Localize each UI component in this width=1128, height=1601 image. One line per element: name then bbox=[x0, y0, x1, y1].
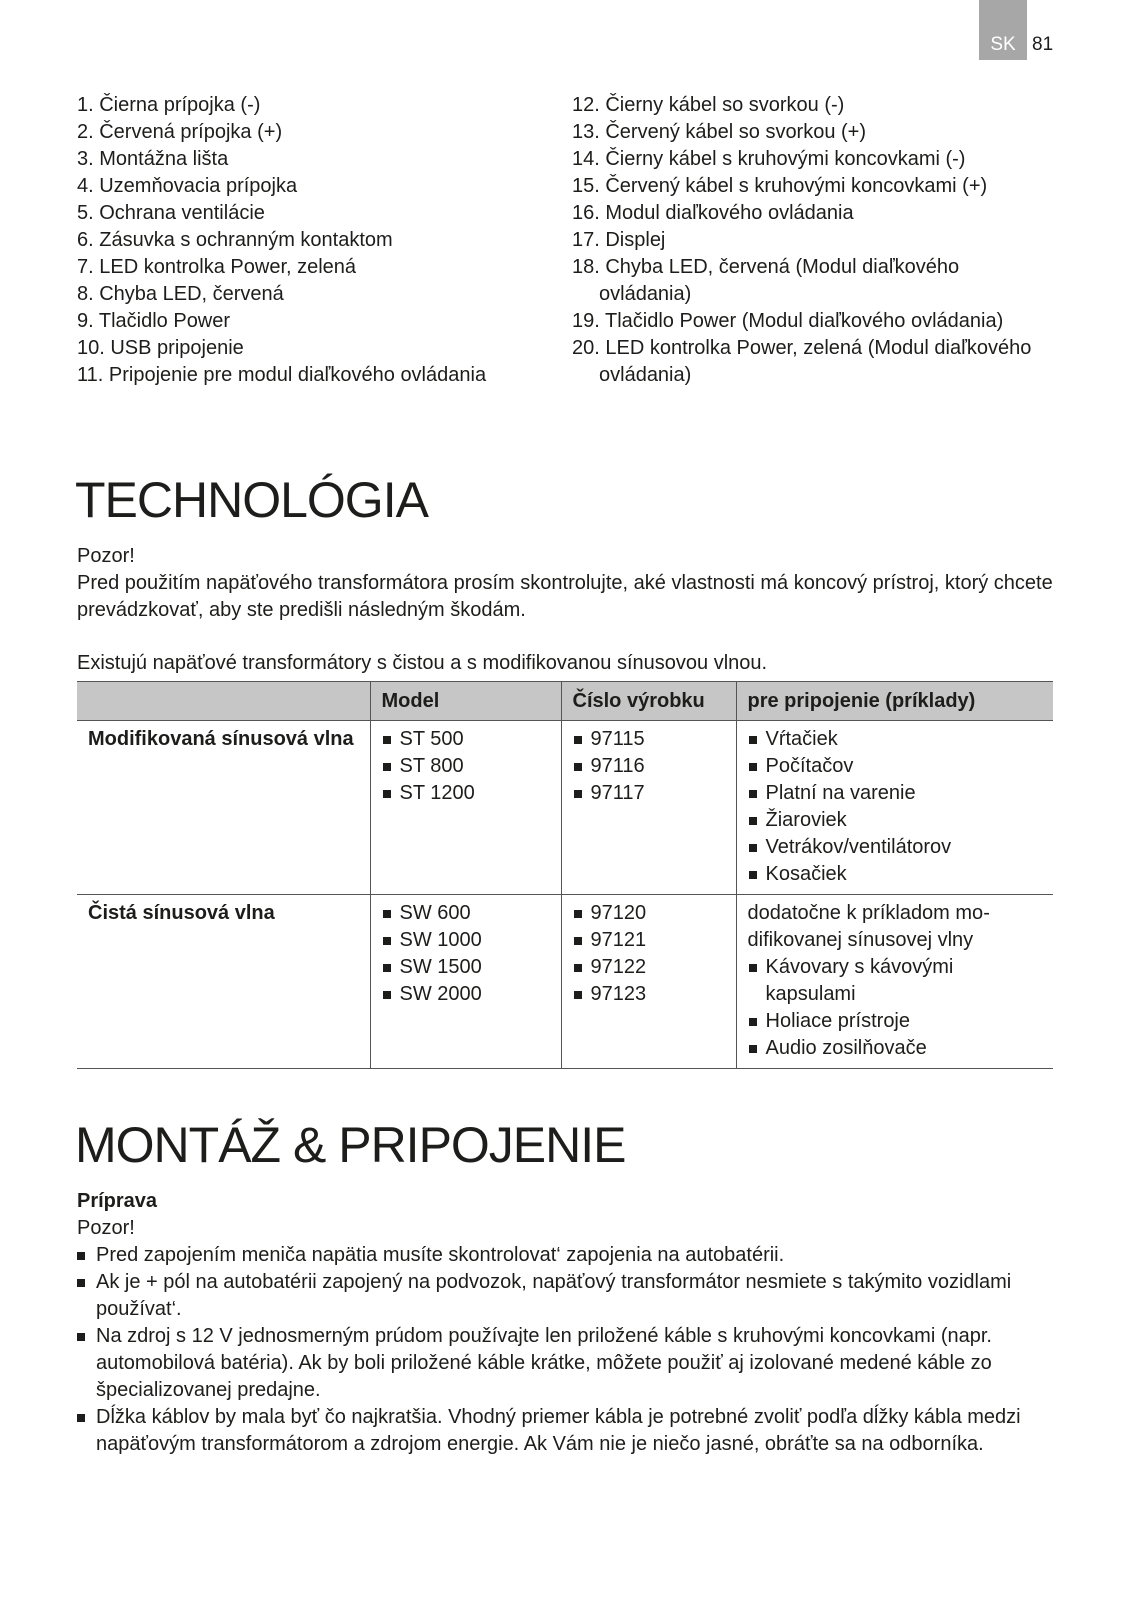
column-header: Model bbox=[370, 682, 561, 721]
table-row bbox=[77, 895, 1053, 1069]
list-item: Žiaroviek bbox=[748, 807, 1044, 834]
uses-note: dodatočne k príkladom modifikovanej sínusovej vlny bbox=[747, 902, 990, 951]
list-item: ST 1200 bbox=[382, 780, 551, 807]
uses-cell bbox=[736, 721, 1053, 895]
list-item: 10. USB pripojenie bbox=[77, 337, 244, 359]
parts-list-left bbox=[77, 92, 537, 389]
list-item: 97120 bbox=[573, 900, 726, 927]
list-item: 1. Čierna prípojka (-) bbox=[77, 94, 261, 116]
list-item: 9. Tlačidlo Power bbox=[77, 310, 231, 332]
list-item: 15. Červený kábel s kruhovými koncovkami (+) bbox=[572, 175, 988, 197]
list-item: 4. Uzemňovacia prípojka bbox=[77, 175, 298, 197]
list-item: Vetrákov/ventilátorov bbox=[748, 834, 1044, 861]
list-item: Dĺžka káblov by mala byť čo najkratšia. Vhodný priemer kábla je potrebné zvoliť podľa dĺžky kábla medzi napäťovým transformátorom a zdrojom energie. Ak Vám nie je niečo jasné, obráťte sa na odborníka. bbox=[77, 1404, 1057, 1458]
list-item: 97116 bbox=[573, 753, 726, 780]
list-item: 97115 bbox=[573, 726, 726, 753]
warning-label: Pozor! bbox=[77, 545, 135, 567]
list-item: 5. Ochrana ventilácie bbox=[77, 202, 265, 224]
list-item: 8. Chyba LED, červená bbox=[77, 283, 284, 305]
list-item: SW 1000 bbox=[382, 927, 551, 954]
list-item: 20. LED kontrolka Power, zelená (Modul diaľkového ovládania) bbox=[572, 337, 1032, 386]
section-title-technology: TECHNOLÓGIA bbox=[75, 472, 428, 528]
column-header: Číslo výrobku bbox=[561, 682, 736, 721]
list-item: 97117 bbox=[573, 780, 726, 807]
list-item: Na zdroj s 12 V jednosmerným prúdom používajte len priložené káble s kruhovými koncovkami (napr. automobilová batéria). Ak by boli priložené káble krátke, môžete použiť aj izolované medené káble zo špecializovanej predajne. bbox=[77, 1323, 1057, 1404]
column-header bbox=[77, 682, 370, 721]
list-item: 14. Čierny kábel s kruhovými koncovkami (-) bbox=[572, 148, 966, 170]
table-row bbox=[77, 721, 1053, 895]
list-item: 97121 bbox=[573, 927, 726, 954]
list-item: SW 2000 bbox=[382, 981, 551, 1008]
language-label: SK bbox=[990, 34, 1016, 55]
uses-cell bbox=[736, 895, 1053, 1069]
list-item: 18. Chyba LED, červená (Modul diaľkového ovládania) bbox=[572, 256, 960, 305]
subsection-title: Príprava bbox=[77, 1190, 158, 1212]
list-item: 97123 bbox=[573, 981, 726, 1008]
list-item: 12. Čierny kábel so svorkou (-) bbox=[572, 94, 845, 116]
list-item: Kávovary s kávovými kapsulami bbox=[748, 954, 1044, 1008]
row-label: Čistá sínusová vlna bbox=[77, 895, 370, 1069]
numbers-cell bbox=[561, 895, 736, 1069]
inverter-table bbox=[77, 681, 1053, 1069]
list-item: Audio zosilňovače bbox=[748, 1035, 1044, 1062]
warning-label: Pozor! bbox=[77, 1217, 135, 1239]
list-item: Holiace prístroje bbox=[748, 1008, 1044, 1035]
list-item: ST 500 bbox=[382, 726, 551, 753]
list-item: 2. Červená prípojka (+) bbox=[77, 121, 283, 143]
list-item: Platní na varenie bbox=[748, 780, 1044, 807]
list-item: Vŕtačiek bbox=[748, 726, 1044, 753]
section-title-mounting: MONTÁŽ & PRIPOJENIE bbox=[75, 1117, 626, 1173]
page-number: 81 bbox=[1032, 34, 1054, 55]
list-item: 16. Modul diaľkového ovládania bbox=[572, 202, 854, 224]
list-item: 7. LED kontrolka Power, zelená bbox=[77, 256, 357, 278]
list-item: SW 600 bbox=[382, 900, 551, 927]
list-item: 11. Pripojenie pre modul diaľkového ovládania bbox=[77, 364, 487, 386]
models-cell bbox=[370, 895, 561, 1069]
list-item: 17. Displej bbox=[572, 229, 666, 251]
types-note: Existujú napäťové transformátory s čistou a s modifikovanou sínusovou vlnou. bbox=[77, 652, 768, 674]
models-cell bbox=[370, 721, 561, 895]
list-item: SW 1500 bbox=[382, 954, 551, 981]
list-item: 97122 bbox=[573, 954, 726, 981]
list-item: ST 800 bbox=[382, 753, 551, 780]
table-header-row bbox=[77, 682, 1053, 721]
list-item: 3. Montážna lišta bbox=[77, 148, 229, 170]
list-item: Počítačov bbox=[748, 753, 1044, 780]
list-item: Ak je + pól na autobatérii zapojený na podvozok, napäťový transformátor nesmiete s takýmito vozidlami používat‘. bbox=[77, 1269, 1057, 1323]
parts-list-right bbox=[572, 92, 1052, 389]
column-header: pre pripojenie (príklady) bbox=[736, 682, 1053, 721]
intro-text: Pred použitím napäťového transformátora prosím skontrolujte, aké vlastnosti má koncový prístroj, ktorý chcete prevádzkovať, aby ste predišli následným škodám. bbox=[77, 572, 1053, 621]
list-item: 13. Červený kábel so svorkou (+) bbox=[572, 121, 867, 143]
list-item: Kosačiek bbox=[748, 861, 1044, 888]
list-item: 19. Tlačidlo Power (Modul diaľkového ovládania) bbox=[572, 310, 1004, 332]
row-label: Modifikovaná sínusová vlna bbox=[77, 721, 370, 895]
mounting-bullets bbox=[77, 1242, 1057, 1458]
numbers-cell bbox=[561, 721, 736, 895]
list-item: 6. Zásuvka s ochranným kontaktom bbox=[77, 229, 393, 251]
technology-intro bbox=[77, 543, 1057, 624]
list-item: Pred zapojením meniča napätia musíte skontrolovat‘ zapojenia na autobatérii. bbox=[77, 1242, 1057, 1269]
